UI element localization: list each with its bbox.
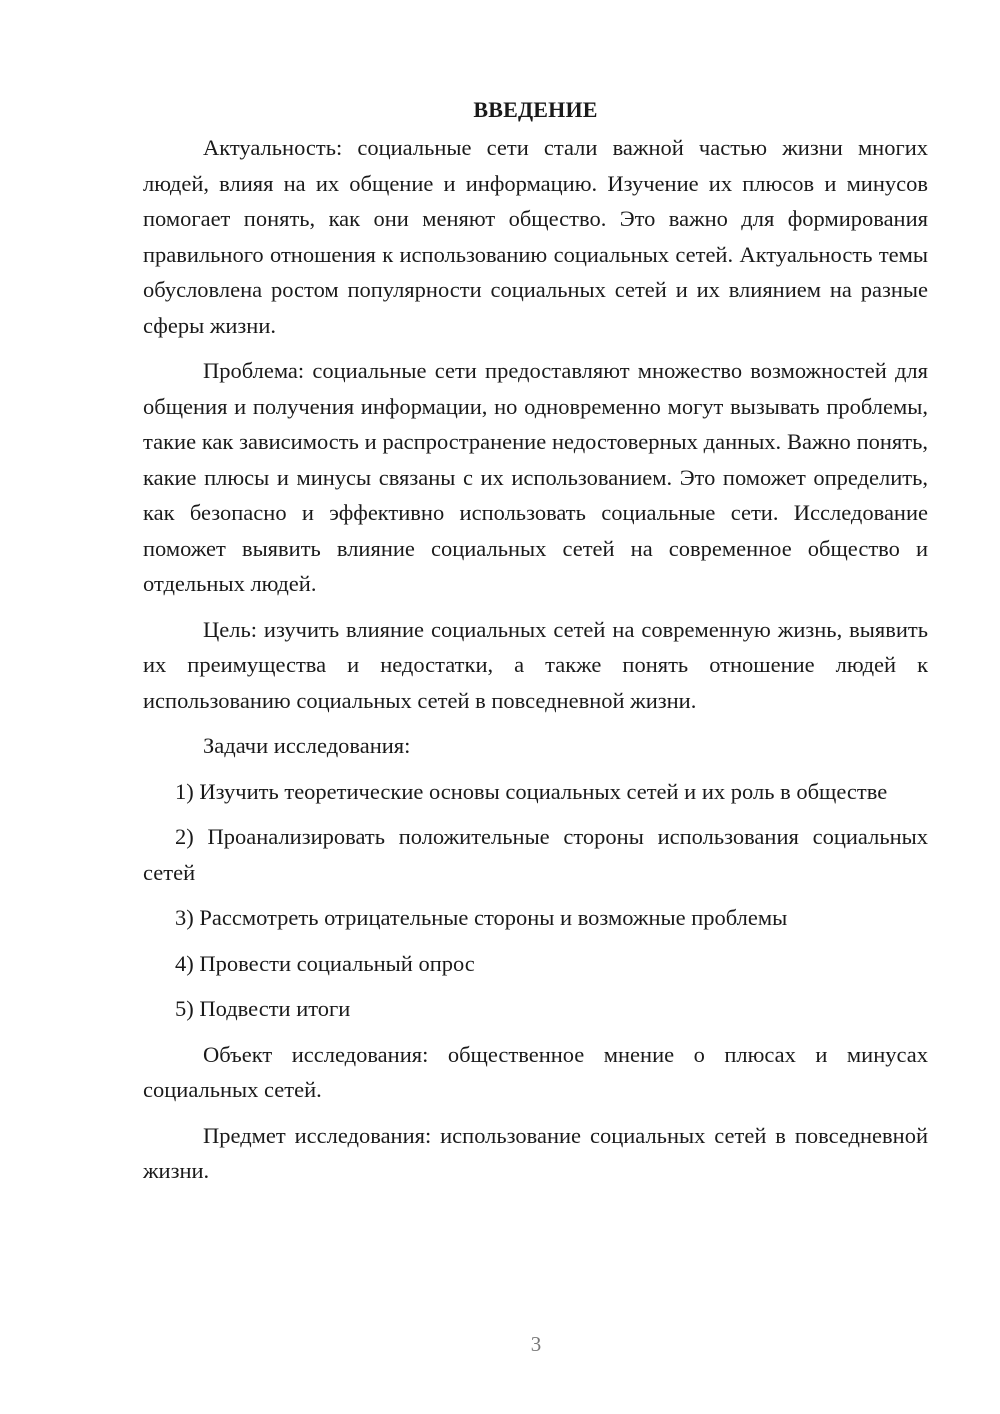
- page-title: ВВЕДЕНИЕ: [473, 97, 598, 122]
- page-number: 3: [530, 1332, 542, 1356]
- tasks-heading: Задачи исследования:: [203, 733, 411, 758]
- task-item: 2) Проанализировать положительные стороны использования социальных сетей: [143, 824, 928, 885]
- relevance-paragraph: Актуальность: социальные сети стали важной частью жизни многих людей, влияя на их общение и информацию. Изучение их плюсов и минусов помогает понять, как они меняют общество. Это важно для формирования правильного отношения к использованию социальных сетей. Актуальность темы обусловлена ростом популярности социальных сетей и их влиянием на разные сферы жизни.: [143, 135, 928, 338]
- task-item: 1) Изучить теоретические основы социальных сетей и их роль в обществе: [175, 778, 888, 804]
- task-item: 3) Рассмотреть отрицательные стороны и возможные проблемы: [175, 905, 788, 930]
- problem-paragraph: Проблема: социальные сети предоставляют множество возможностей для общения и получения информации, но одновременно могут вызывать проблемы, такие как зависимость и распространение недостоверных данных. Важно понять, какие плюсы и минусы связаны с их использованием. Это поможет определить, как безопасно и эффективно использовать социальные сети. Исследование поможет выявить влияние социальных сетей на современное общество и отдельных людей.: [143, 358, 928, 596]
- document-page: [143, 92, 928, 1199]
- tasks-list: [143, 774, 928, 1027]
- goal-paragraph: Цель: изучить влияние социальных сетей на современную жизнь, выявить их преимущества и недостатки, а также понять отношение людей к использованию социальных сетей в повседневной жизни.: [143, 616, 928, 713]
- task-item: 4) Провести социальный опрос: [175, 950, 475, 976]
- subject-paragraph: Предмет исследования: использование социальных сетей в повседневной жизни.: [143, 1122, 928, 1183]
- object-paragraph: Объект исследования: общественное мнение о плюсах и минусах социальных сетей.: [143, 1041, 928, 1102]
- task-item: 5) Подвести итоги: [175, 996, 351, 1021]
